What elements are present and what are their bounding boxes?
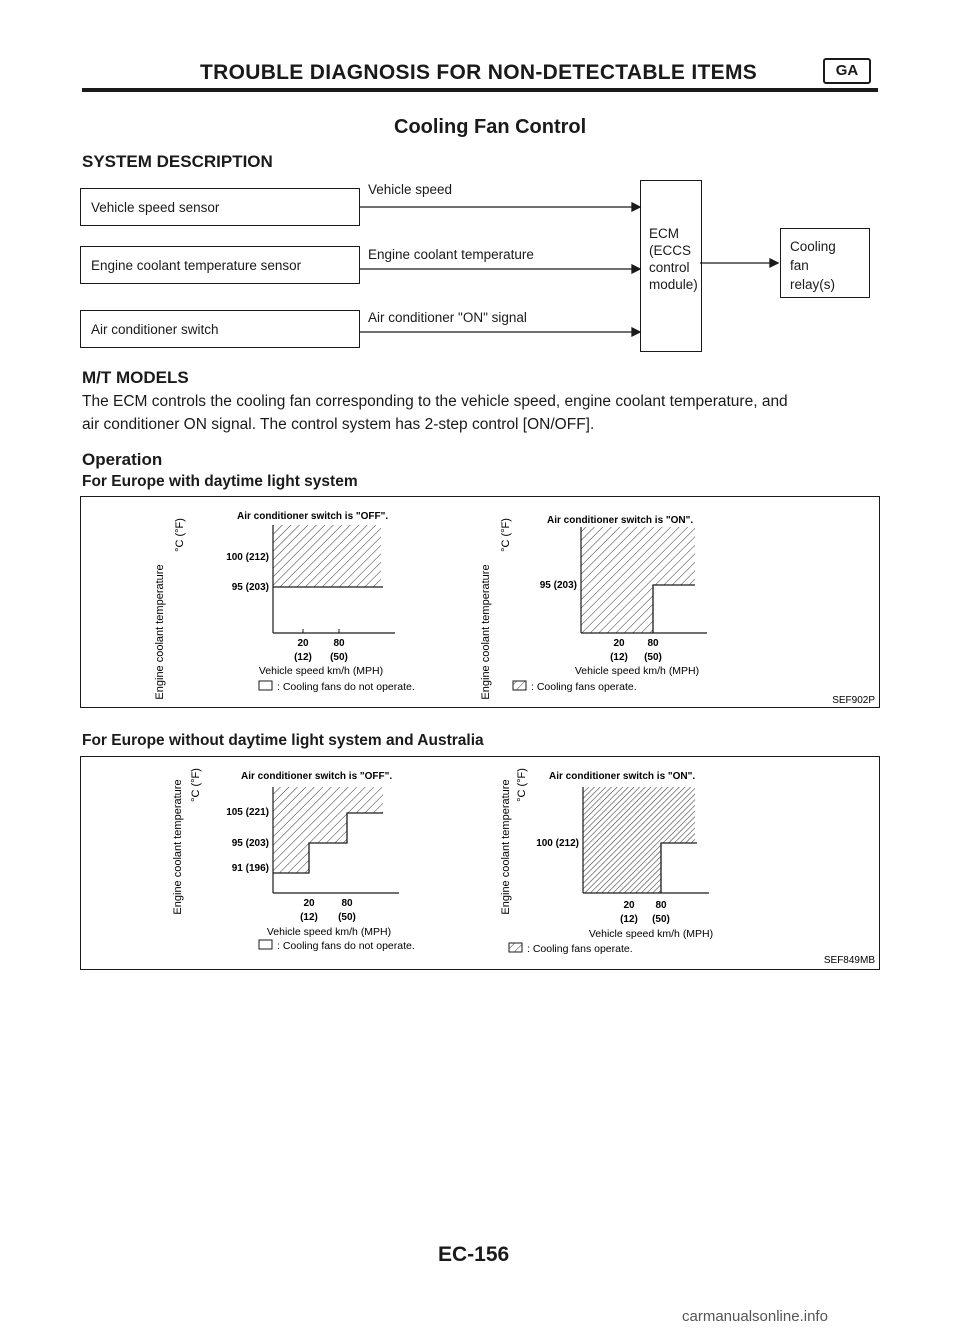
f2-left-ytick-2: 95 (203)	[231, 838, 269, 849]
f1-right-legend-swatch	[513, 681, 526, 690]
signal-arrows	[80, 180, 880, 355]
f2-right-xmph-2: (50)	[652, 914, 670, 925]
f2-right-title: Air conditioner switch is "ON".	[549, 771, 696, 782]
f1-right-ytick-1: 95 (203)	[539, 580, 577, 591]
chart-f2-right	[500, 768, 713, 955]
cooling-fan-relay-box	[780, 228, 870, 298]
f1-left-xtick-2: 80	[333, 638, 345, 649]
f1-left-yaxis: Engine coolant temperature	[154, 564, 166, 700]
f1-left-legend: : Cooling fans do not operate.	[277, 681, 415, 693]
f1-left-xmph-1: (12)	[294, 652, 312, 663]
f2-left-xtick-1: 20	[303, 898, 315, 909]
f1-code: SEF902P	[832, 695, 875, 706]
relay-line-3: relay(s)	[790, 277, 836, 292]
f1-right-yunit: °C (°F)	[500, 518, 512, 552]
page-title: Cooling Fan Control	[394, 116, 587, 138]
ac-switch-label: Air conditioner switch	[91, 322, 219, 337]
mt-models-heading: M/T MODELS	[82, 368, 189, 387]
ecm-box	[640, 180, 702, 352]
f2-right-fan-zone	[583, 787, 695, 893]
operation-heading: Operation	[82, 450, 163, 469]
f2-right-yunit: °C (°F)	[516, 768, 528, 802]
f2-right-legend-swatch	[509, 943, 522, 952]
f2-left-xtick-2: 80	[341, 898, 353, 909]
f2-left-xmph-1: (12)	[300, 912, 318, 923]
f1-right-xtick-2: 80	[647, 638, 659, 649]
f1-right-xmph-2: (50)	[644, 652, 662, 663]
relay-line-2: fan	[790, 258, 809, 273]
f1-left-fan-zone	[273, 525, 381, 587]
ecm-line-3: control	[649, 260, 690, 275]
system-block-diagram	[80, 180, 880, 350]
vehicle-speed-sensor-label: Vehicle speed sensor	[91, 200, 220, 215]
f2-right-xmph-1: (12)	[620, 914, 638, 925]
f1-right-xtick-1: 20	[613, 638, 625, 649]
f1-right-xmph-1: (12)	[610, 652, 628, 663]
system-description-heading: SYSTEM DESCRIPTION	[82, 152, 273, 171]
signal-ac-on: Air conditioner "ON" signal	[368, 310, 527, 325]
page-number: EC-156	[438, 1243, 510, 1266]
f2-right-xtick-2: 80	[655, 900, 667, 911]
document-header-title: TROUBLE DIAGNOSIS FOR NON-DETECTABLE ITEMS	[200, 61, 758, 84]
ecm-line-1: ECM	[649, 226, 679, 241]
f2-right-xaxis: Vehicle speed km/h (MPH)	[588, 928, 714, 940]
f1-left-ytick-1: 100 (212)	[226, 552, 269, 563]
f2-right-xtick-1: 20	[623, 900, 635, 911]
f2-right-yaxis: Engine coolant temperature	[500, 779, 512, 915]
chart-f2-left	[172, 768, 415, 952]
coolant-temp-sensor-label: Engine coolant temperature sensor	[91, 258, 302, 273]
f2-left-xmph-2: (50)	[338, 912, 356, 923]
figure-sef902p	[80, 496, 880, 708]
europe-with-daytime-heading: For Europe with daytime light system	[82, 473, 358, 490]
f2-left-fan-zone	[273, 787, 383, 873]
f2-left-legend-swatch	[259, 940, 272, 949]
f1-right-xaxis: Vehicle speed km/h (MPH)	[574, 665, 700, 677]
f1-left-ytick-2: 95 (203)	[231, 582, 269, 593]
mt-models-line-1: The ECM controls the cooling fan corresponding to the vehicle speed, engine coolant temperature, and	[82, 393, 788, 410]
f2-right-ytick-1: 100 (212)	[536, 838, 579, 849]
ecm-line-4: module)	[649, 277, 698, 292]
f1-left-title: Air conditioner switch is "OFF".	[237, 511, 389, 522]
header-rule	[82, 88, 878, 92]
relay-line-1: Cooling	[790, 239, 836, 254]
chart-f1-left	[154, 511, 415, 700]
f2-left-ytick-1: 105 (221)	[226, 807, 269, 818]
watermark: carmanualsonline.info	[682, 1308, 828, 1325]
f1-right-yaxis: Engine coolant temperature	[480, 564, 492, 700]
section-badge: GA	[823, 58, 871, 84]
f2-left-yunit: °C (°F)	[190, 768, 202, 802]
f1-right-legend: : Cooling fans operate.	[531, 681, 637, 693]
figure-sef849mb	[80, 756, 880, 970]
f1-left-legend-swatch	[259, 681, 272, 690]
ecm-line-2: (ECCS	[649, 243, 692, 258]
f1-left-yunit: °C (°F)	[174, 518, 186, 552]
f2-right-legend: : Cooling fans operate.	[527, 943, 633, 955]
mt-models-paragraph	[82, 390, 882, 436]
f2-code: SEF849MB	[823, 955, 875, 966]
f2-left-yaxis: Engine coolant temperature	[172, 779, 184, 915]
europe-without-daytime-heading: For Europe without daytime light system and Australia	[82, 732, 484, 749]
mt-models-line-2: air conditioner ON signal. The control system has 2-step control [ON/OFF].	[82, 416, 595, 433]
chart-f1-right	[480, 515, 707, 700]
f1-left-xtick-1: 20	[297, 638, 309, 649]
f2-left-xaxis: Vehicle speed km/h (MPH)	[266, 926, 392, 938]
f1-left-xaxis: Vehicle speed km/h (MPH)	[258, 665, 384, 677]
f2-left-ytick-3: 91 (196)	[231, 863, 269, 874]
f2-left-legend: : Cooling fans do not operate.	[277, 940, 415, 952]
f1-right-fan-zone	[581, 527, 695, 633]
f1-right-title: Air conditioner switch is "ON".	[547, 515, 694, 526]
signal-coolant-temp: Engine coolant temperature	[368, 247, 534, 262]
f1-left-xmph-2: (50)	[330, 652, 348, 663]
f2-left-title: Air conditioner switch is "OFF".	[241, 771, 393, 782]
signal-vehicle-speed: Vehicle speed	[368, 182, 453, 197]
